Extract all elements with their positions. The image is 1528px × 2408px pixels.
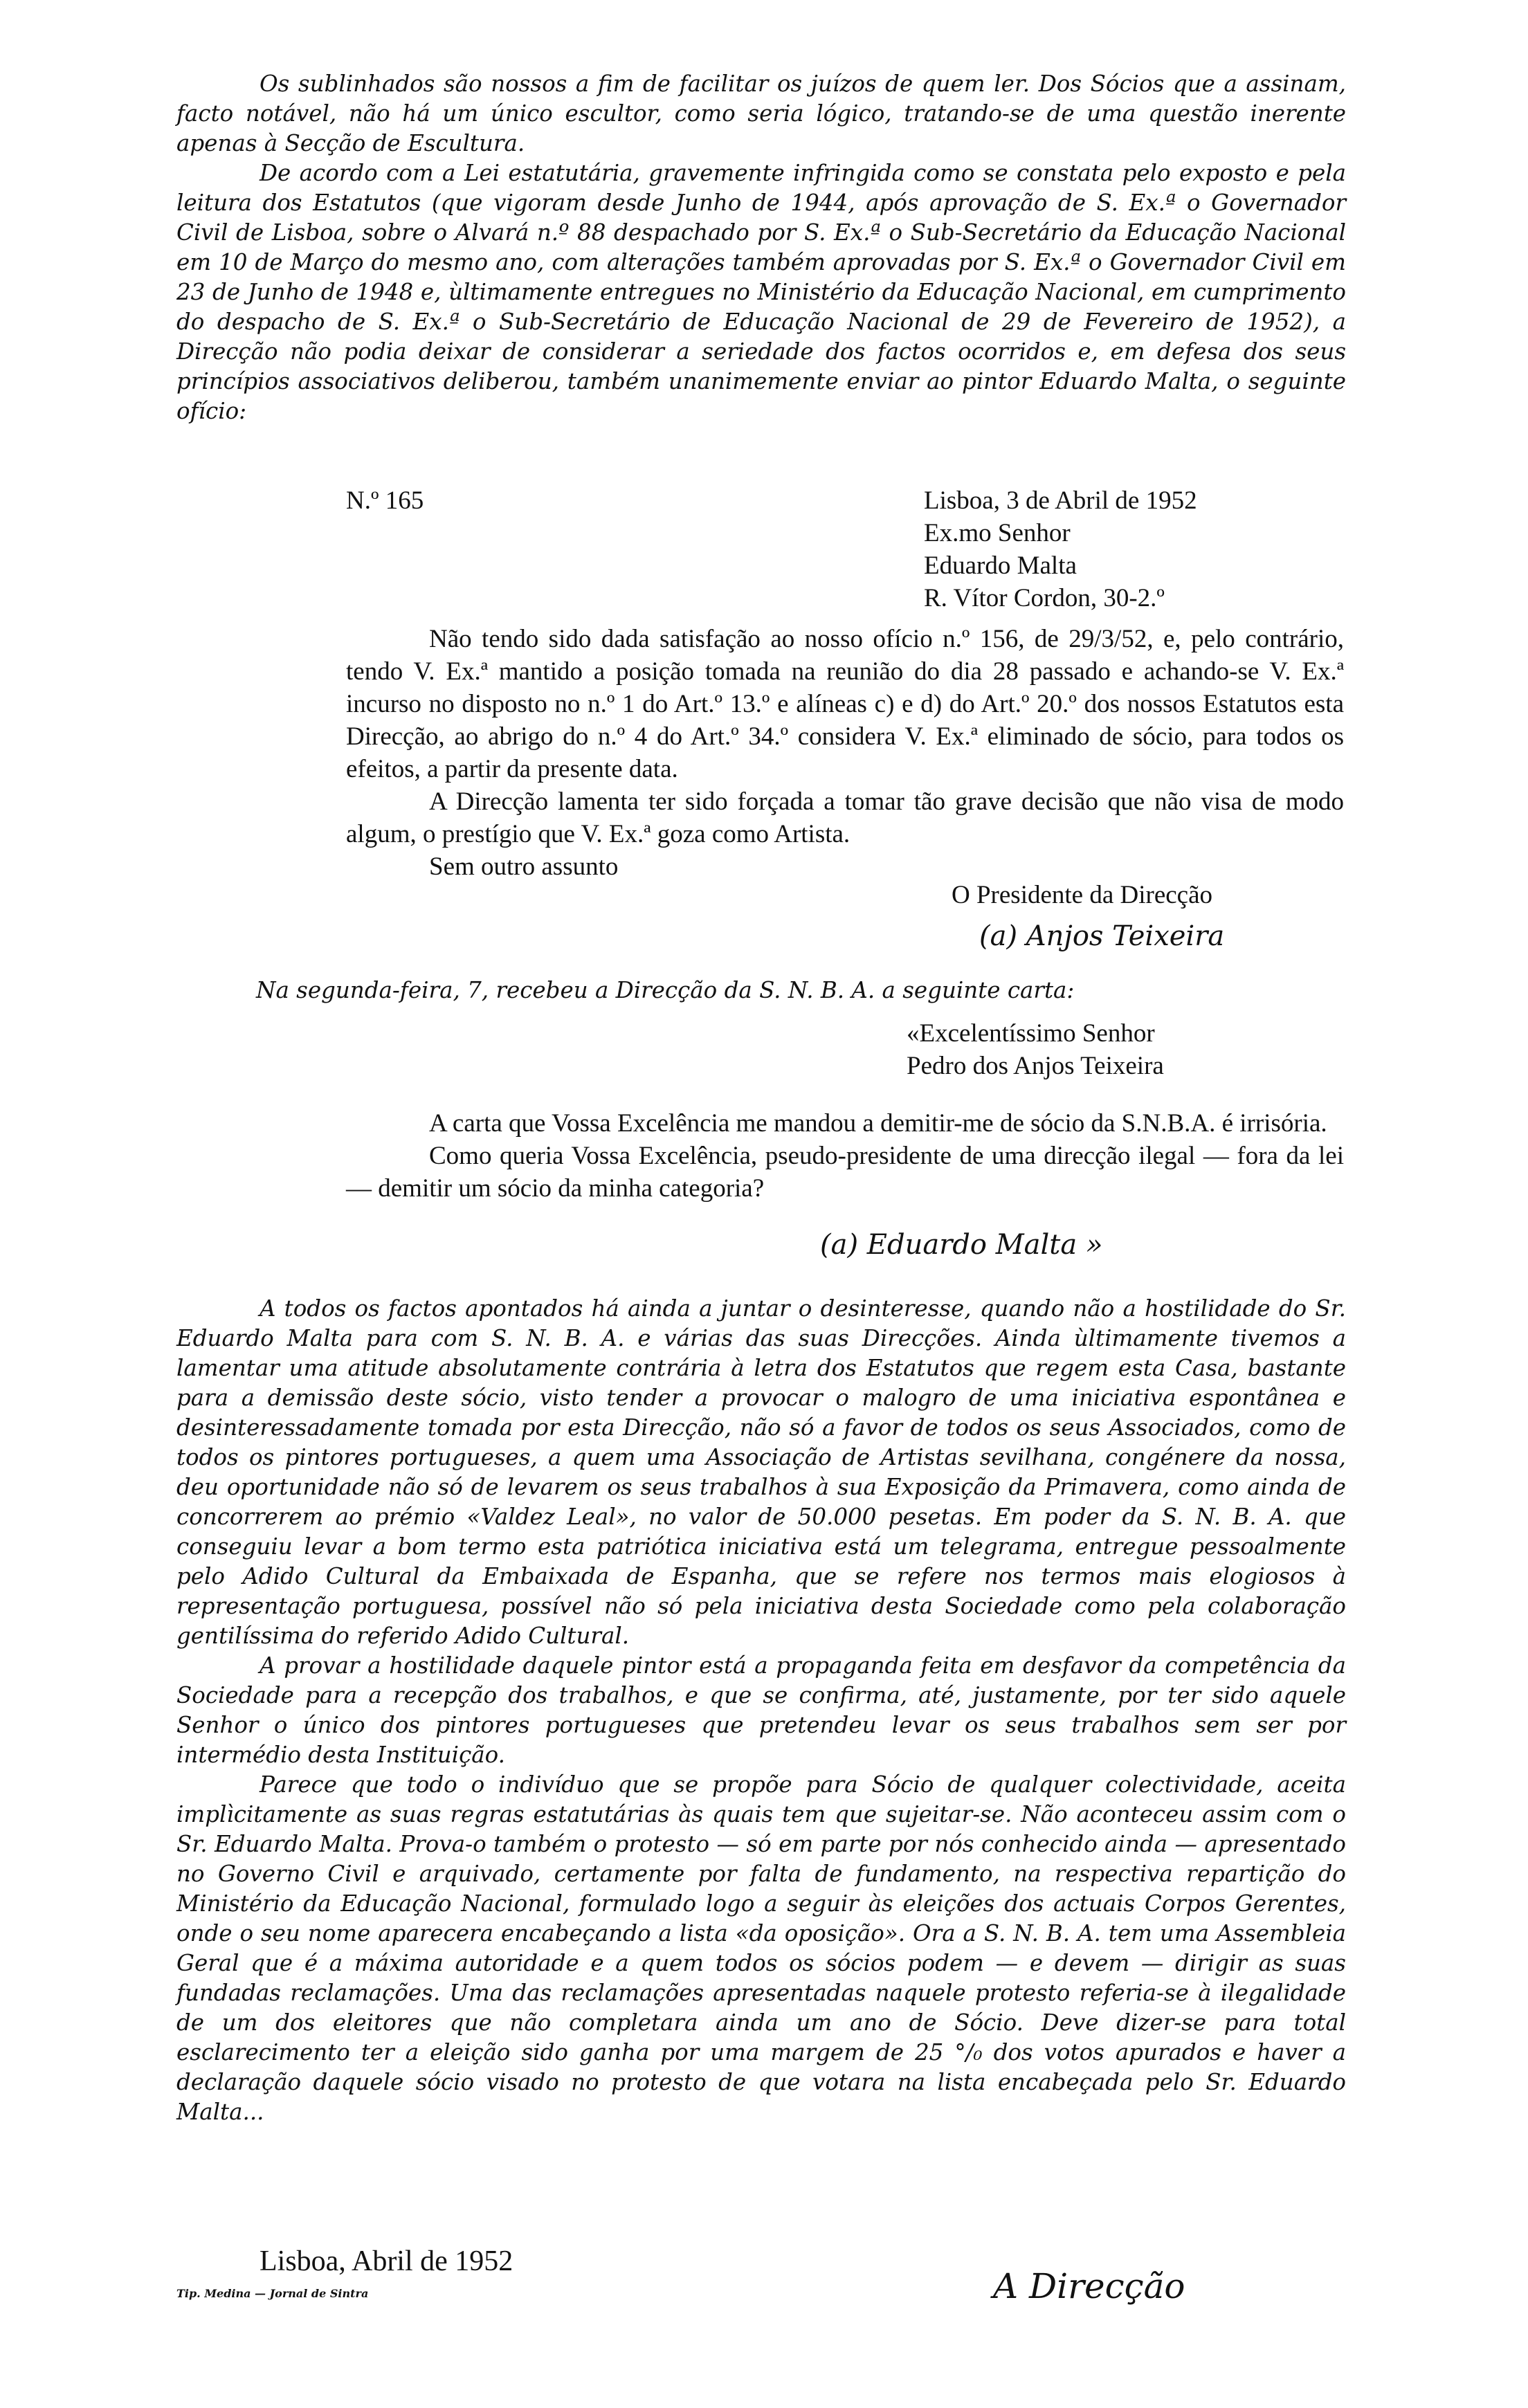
reply-body [346,1107,1344,1205]
letter-number: N.º 165 [346,486,424,515]
letter-signature-title: O Presidente da Direcção [952,881,1213,909]
letter-paragraph-2: A Direcção lamenta ter sido forçada a tomar tão grave decisão que não visa de modo algum, o prestígio que V. Ex.ª goza como Artista. [346,787,1344,848]
reply-address-block [907,1017,1164,1082]
letter-paragraph-1: Não tendo sido dada satisfação ao nosso ofício n.º 156, de 29/3/52, e, pelo contrário, tendo V. Ex.ª mantido a posição tomada na reunião do dia 28 passado e achando-se V. Ex.ª incurso no disposto no n.º 1 do Art.º 13.º e alíneas c) e d) do Art.º 20.º dos nossos Estatutos esta Direcção, ao abrigo do n.º 4 do Art.º 34.º considera V. Ex.ª eliminado de sócio, para todos os efeitos, a partir da presente data. [346,625,1344,783]
direction-signature: A Direcção [993,2266,1185,2306]
reply-intro: Na segunda-feira, 7, recebeu a Direcção da S. N. B. A. a seguinte carta: [256,977,1075,1003]
letter-signature-name: (a) Anjos Teixeira [979,920,1225,952]
printer-credit: Tip. Medina — Jornal de Sintra [176,2287,369,2300]
closing-paragraph-2: A provar a hostilidade daquele pintor está a propaganda feita em desfavor da competência da Sociedade para a recepção dos trabalhos, e que se confirma, até, justamente, por ter sido aquele Senhor o único dos pintores portugueses que pretendeu levar os seus trabalhos sem ser por intermédio desta Instituição. [176,1652,1346,1768]
reply-paragraph-2: Como queria Vossa Excelência, pseudo-presidente de uma direcção ilegal — fora da lei — demitir um sócio da minha categoria? [346,1142,1344,1203]
closing-paragraph-1: A todos os factos apontados há ainda a juntar o desinteresse, quando não a hostilidade do Sr. Eduardo Malta para com S. N. B. A. e várias das suas Direcções. Ainda ùltimamente tivemos a lamentar uma atitude absolutamente contrária à letra dos Estatutos que regem esta Casa, bastante para a demissão deste sócio, visto tender a provocar o malogro de uma iniciativa espontânea e desinteressadamente tomada por esta Direcção, não só a favor de todos os seus Associados, como de todos os pintores portugueses, a quem uma Associação de Artistas sevilhana, congénere da nossa, deu oportunidade não só de levarem os seus trabalhos à sua Exposição da Primavera, como ainda de concorrerem ao prémio «Valdez Leal», no valor de 50.000 pesetas. Em poder da S. N. B. A. que conseguiu levar a bom termo esta patriótica iniciativa está um telegrama, entregue pessoalmente pelo Adido Cultural da Embaixada de Espanha, que se refere nos termos mais elogiosos à representação portuguesa, possível não só pela iniciativa desta Sociedade como pela colaboração gentilíssima do referido Adido Cultural. [176,1295,1346,1649]
place-date: Lisboa, Abril de 1952 [260,2245,513,2277]
intro-paragraph-2: De acordo com a Lei estatutária, gravemente infringida como se constata pelo exposto e pela leitura dos Estatutos (que vigoram desde Junho de 1944, após aprovação de S. Ex.ª o Governador Civil de Lisboa, sobre o Alvará n.º 88 despachado por S. Ex.ª o Sub-Secretário da Educação Nacional em 10 de Março do mesmo ano, com alterações também aprovadas por S. Ex.ª o Governador Civil em 23 de Junho de 1948 e, ùltimamente entregues no Ministério da Educação Nacional, em cumprimento do despacho de S. Ex.ª o Sub-Secretário de Educação Nacional de 29 de Fevereiro de 1952), a Direcção não podia deixar de considerar a seriedade dos factos ocorridos e, em defesa dos seus princípios associativos deliberou, também unanimemente enviar ao pintor Eduardo Malta, o seguinte ofício: [176,160,1346,424]
letter-address-line: R. Vítor Cordon, 30-2.º [924,584,1165,612]
letter-address-line: Eduardo Malta [924,551,1077,580]
letter-address-line: Lisboa, 3 de Abril de 1952 [924,486,1197,515]
reply-address-line: «Excelentíssimo Senhor [907,1019,1155,1048]
closing-section [176,1294,1346,2127]
reply-paragraph-1: A carta que Vossa Excelência me mandou a demitir-me de sócio da S.N.B.A. é irrisória. [429,1109,1327,1138]
letter-address-block [924,484,1197,614]
reply-signature: (a) Eduardo Malta » [820,1229,1103,1261]
intro-section [176,69,1346,426]
letter-paragraph-3: Sem outro assunto [429,852,619,881]
letter-body [346,623,1344,883]
letter-address-line: Ex.mo Senhor [924,519,1071,547]
intro-paragraph-1: Os sublinhados são nossos a fim de facilitar os juízos de quem ler. Dos Sócios que a assinam, facto notável, não há um único escultor, como seria lógico, tratando-se de uma questão inerente apenas à Secção de Escultura. [176,71,1346,156]
reply-address-line: Pedro dos Anjos Teixeira [907,1052,1164,1080]
closing-paragraph-3: Parece que todo o indivíduo que se propõe para Sócio de qualquer colectividade, aceita implìcitamente as suas regras estatutárias às quais tem que sujeitar-se. Não aconteceu assim com o Sr. Eduardo Malta. Prova-o também o protesto — só em parte por nós conhecido ainda — apresentado no Governo Civil e arquivado, certamente por falta de fundamento, na respectiva repartição do Ministério da Educação Nacional, formulado logo a seguir às eleições dos actuais Corpos Gerentes, onde o seu nome aparecera encabeçando a lista «da oposição». Ora a S. N. B. A. tem uma Assembleia Geral que é a máxima autoridade e a quem todos os sócios podem — e devem — dirigir as suas fundadas reclamações. Uma das reclamações apresentadas naquele protesto referia-se à ilegalidade de um dos eleitores que não completara ainda um ano de Sócio. Deve dizer-se para total esclarecimento ter a eleição sido ganha por uma margem de 25 °/₀ dos votos apurados e haver a declaração daquele sócio visado no protesto de que votara na lista encabeçada pelo Sr. Eduardo Malta... [176,1771,1346,2125]
